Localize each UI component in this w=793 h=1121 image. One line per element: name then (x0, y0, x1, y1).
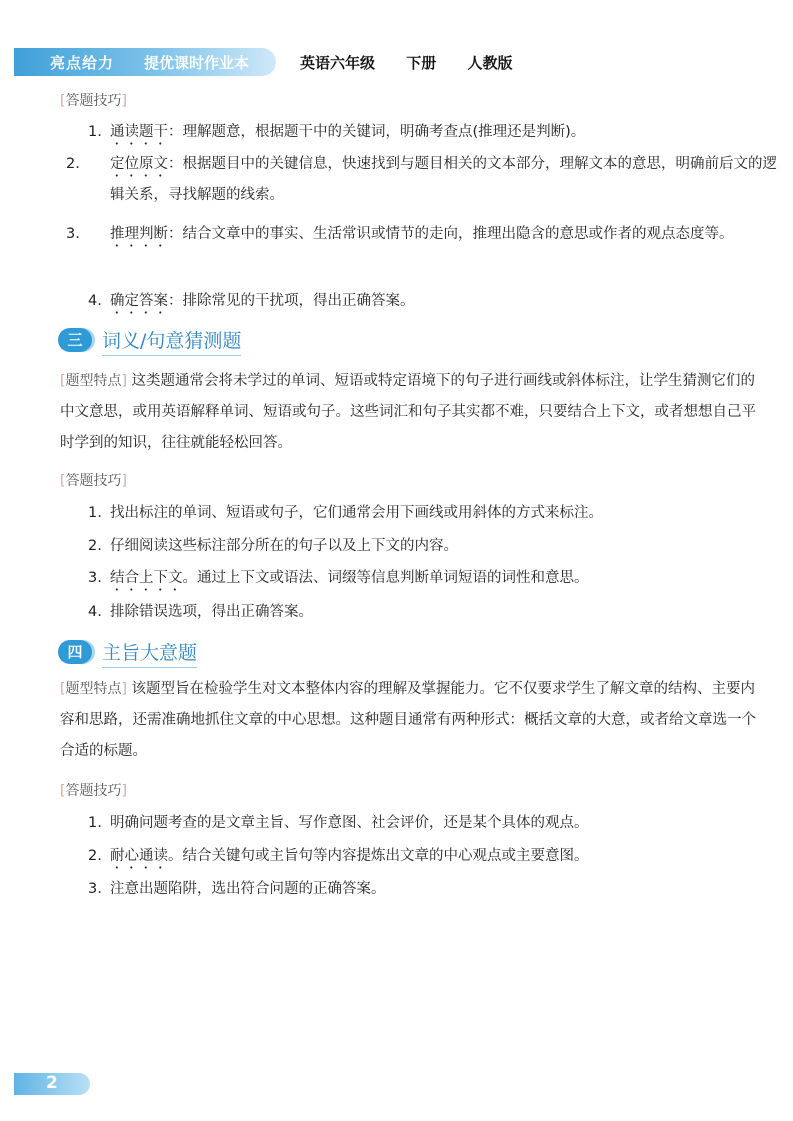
book-meta (300, 52, 531, 73)
list-item: 2. 仔细阅读这些标注部分所在的句子以及上下文的内容。 (88, 538, 458, 554)
edition-label: 人教版 (467, 54, 513, 72)
list-item: 2. 耐心通读。结合关键句或主旨句等内容提炼出文章的中心观点或主要意图。 (88, 848, 589, 864)
feature-tag: [题型特点] (60, 681, 127, 697)
section-title: 主旨大意题 (102, 638, 197, 668)
list-item: 4. 确定答案：排除常见的干扰项，得出正确答案。 (88, 293, 415, 309)
feature-paragraph-4: [题型特点] 该题型旨在检验学生对文本整体内容的理解及掌握能力。它不仅要求学生了解文章的结构、主要内容和思路，还需准确地抓住文章的中心思想。这种题目通常有两种形式：概括文章的大意，或者给文章选一个合适的标题。 (60, 681, 756, 759)
series-subtitle: 提优课时作业本 (144, 54, 250, 72)
page-header (0, 44, 793, 78)
list-item: 3. 结合上下文。通过上下文或语法、词缀等信息判断单词短语的词性和意思。 (88, 570, 589, 586)
subject-label: 英语六年级 (300, 54, 376, 72)
section-badge: 四 (58, 640, 92, 664)
section-badge: 三 (58, 328, 92, 352)
page-number-tab (14, 1073, 90, 1095)
list-item: 1. 找出标注的单词、短语或句子，它们通常会用下画线或用斜体的方式来标注。 (88, 505, 603, 521)
section-title: 词义/句意猜测题 (102, 326, 241, 356)
feature-tag: [题型特点] (60, 373, 127, 389)
tips-tag-3: [答题技巧] (60, 473, 127, 489)
list-item: 3. 推理判断：结合文章中的事实、生活常识或情节的走向，推理出隐含的意思或作者的观点态度等。 (66, 226, 734, 242)
tips-tag-4: [答题技巧] (60, 783, 127, 799)
tips-tag-1: [答题技巧] (60, 93, 127, 109)
volume-label: 下册 (406, 54, 437, 72)
list-item: 2. 定位原文：根据题目中的关键信息，快速找到与题目相关的文本部分，理解文本的意思，明确前后文的逻辑关系，寻找解题的线索。 (66, 156, 777, 203)
list-item: 1. 通读题干：理解题意，根据题干中的关键词，明确考查点(推理还是判断)。 (88, 124, 586, 140)
list-item: 3. 注意出题陷阱，选出符合问题的正确答案。 (88, 881, 386, 897)
list-item: 1. 明确问题考查的是文章主旨、写作意图、社会评价，还是某个具体的观点。 (88, 815, 589, 831)
list-item: 4. 排除错误选项，得出正确答案。 (88, 604, 313, 620)
feature-paragraph-3: [题型特点] 这类题通常会将未学过的单词、短语或特定语境下的句子进行画线或斜体标注，让学生猜测它们的中文意思，或用英语解释单词、短语或句子。这些词汇和句子其实都不难，只要结合上下文，或者想想自己平时学到的知识，往往就能轻松回答。 (60, 373, 756, 451)
header-banner (14, 48, 276, 76)
page-number: 2 (46, 1073, 58, 1093)
brand-name: 亮点给力 (50, 54, 115, 72)
